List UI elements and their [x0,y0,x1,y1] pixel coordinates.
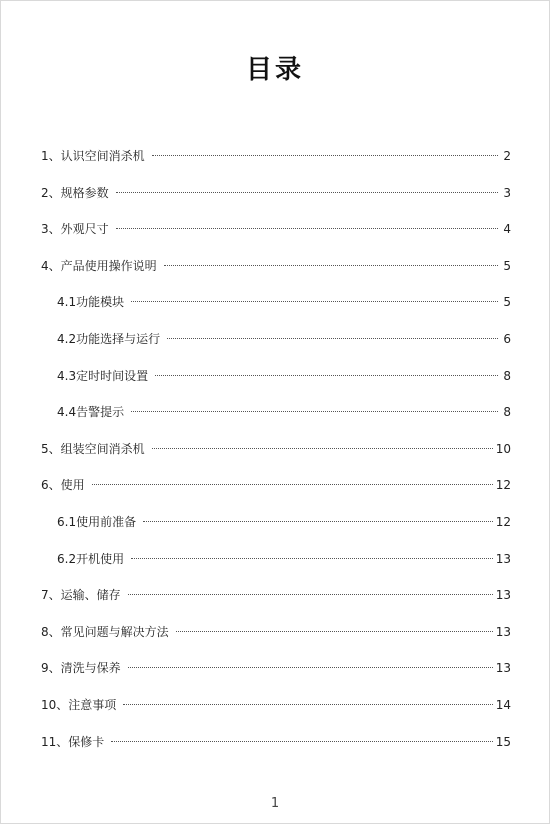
toc-entry[interactable] [41,292,511,329]
toc-entry-page: 4 [503,222,511,237]
toc-entry-title: 4.1功能模块 [57,295,125,310]
toc-entry-page: 8 [503,405,511,420]
toc-entry-title: 5、组装空间消杀机 [41,441,145,456]
toc-entry-title: 6.1使用前准备 [57,514,137,529]
toc-entry-page: 15 [495,734,511,749]
toc-entry-page: 2 [503,149,511,163]
toc-entry-page: 14 [495,697,511,712]
toc-dot-leader [164,265,498,266]
toc-entry[interactable] [41,475,511,512]
toc-entry-page: 13 [495,551,511,566]
page-number: 1 [270,796,280,811]
toc-entry[interactable] [41,329,511,366]
toc-entry-page: 5 [503,295,511,310]
toc-entry[interactable] [41,695,511,732]
toc-entry[interactable] [41,549,511,586]
toc-entry-title: 4、产品使用操作说明 [41,258,157,273]
toc-entry[interactable] [41,402,511,439]
toc-entry-title: 6、使用 [41,478,85,493]
toc-dot-leader [143,521,493,522]
toc-entry-page: 8 [503,368,511,383]
toc-dot-leader [128,667,493,668]
toc-entry-title: 2、规格参数 [41,185,109,200]
toc-entry-page: 10 [495,441,511,456]
toc-entry[interactable] [41,439,511,476]
toc-entry-page: 13 [495,661,511,676]
toc-dot-leader [111,741,492,742]
toc-entry-title: 3、外观尺寸 [41,222,109,237]
toc-dot-leader [131,558,493,559]
toc-dot-leader [152,155,498,156]
toc-dot-leader [167,338,498,339]
toc-dot-leader [131,301,498,302]
toc-entry-title: 7、运输、储存 [41,588,121,603]
toc-entry[interactable] [41,219,511,256]
toc-entry[interactable] [41,146,511,183]
toc-entry[interactable] [41,366,511,403]
toc-entry-title: 6.2开机使用 [57,551,125,566]
toc-dot-leader [123,704,492,705]
toc-dot-leader [131,411,498,412]
toc-entry-page: 5 [503,258,511,273]
toc-entry-title: 10、注意事项 [41,697,117,712]
toc-entry-page: 12 [495,514,511,529]
toc-dot-leader [92,484,493,485]
toc-entry-title: 4.3定时时间设置 [57,368,149,383]
toc-dot-leader [116,228,498,229]
toc-entry-title: 4.2功能选择与运行 [57,331,161,346]
toc-entry-page: 6 [503,331,511,346]
toc-dot-leader [155,375,498,376]
toc-entry-title: 11、保修卡 [41,734,105,749]
toc-entry-title: 4.4告警提示 [57,405,125,420]
table-of-contents [41,146,511,768]
toc-entry-title: 1、认识空间消杀机 [41,149,145,163]
toc-entry-title: 9、清洗与保养 [41,661,121,676]
toc-entry-page: 12 [495,478,511,493]
toc-entry[interactable] [41,732,511,769]
toc-entry-page: 13 [495,588,511,603]
toc-dot-leader [128,594,493,595]
toc-entry[interactable] [41,512,511,549]
toc-dot-leader [116,192,498,193]
toc-entry[interactable] [41,256,511,293]
toc-entry-title: 8、常见问题与解决方法 [41,624,169,639]
toc-entry[interactable] [41,658,511,695]
toc-dot-leader [152,448,493,449]
toc-entry[interactable] [41,183,511,220]
page-title: 目录 [245,55,304,85]
toc-entry[interactable] [41,622,511,659]
toc-entry-page: 13 [495,624,511,639]
toc-entry[interactable] [41,585,511,622]
toc-entry-page: 3 [503,185,511,200]
toc-dot-leader [176,631,493,632]
